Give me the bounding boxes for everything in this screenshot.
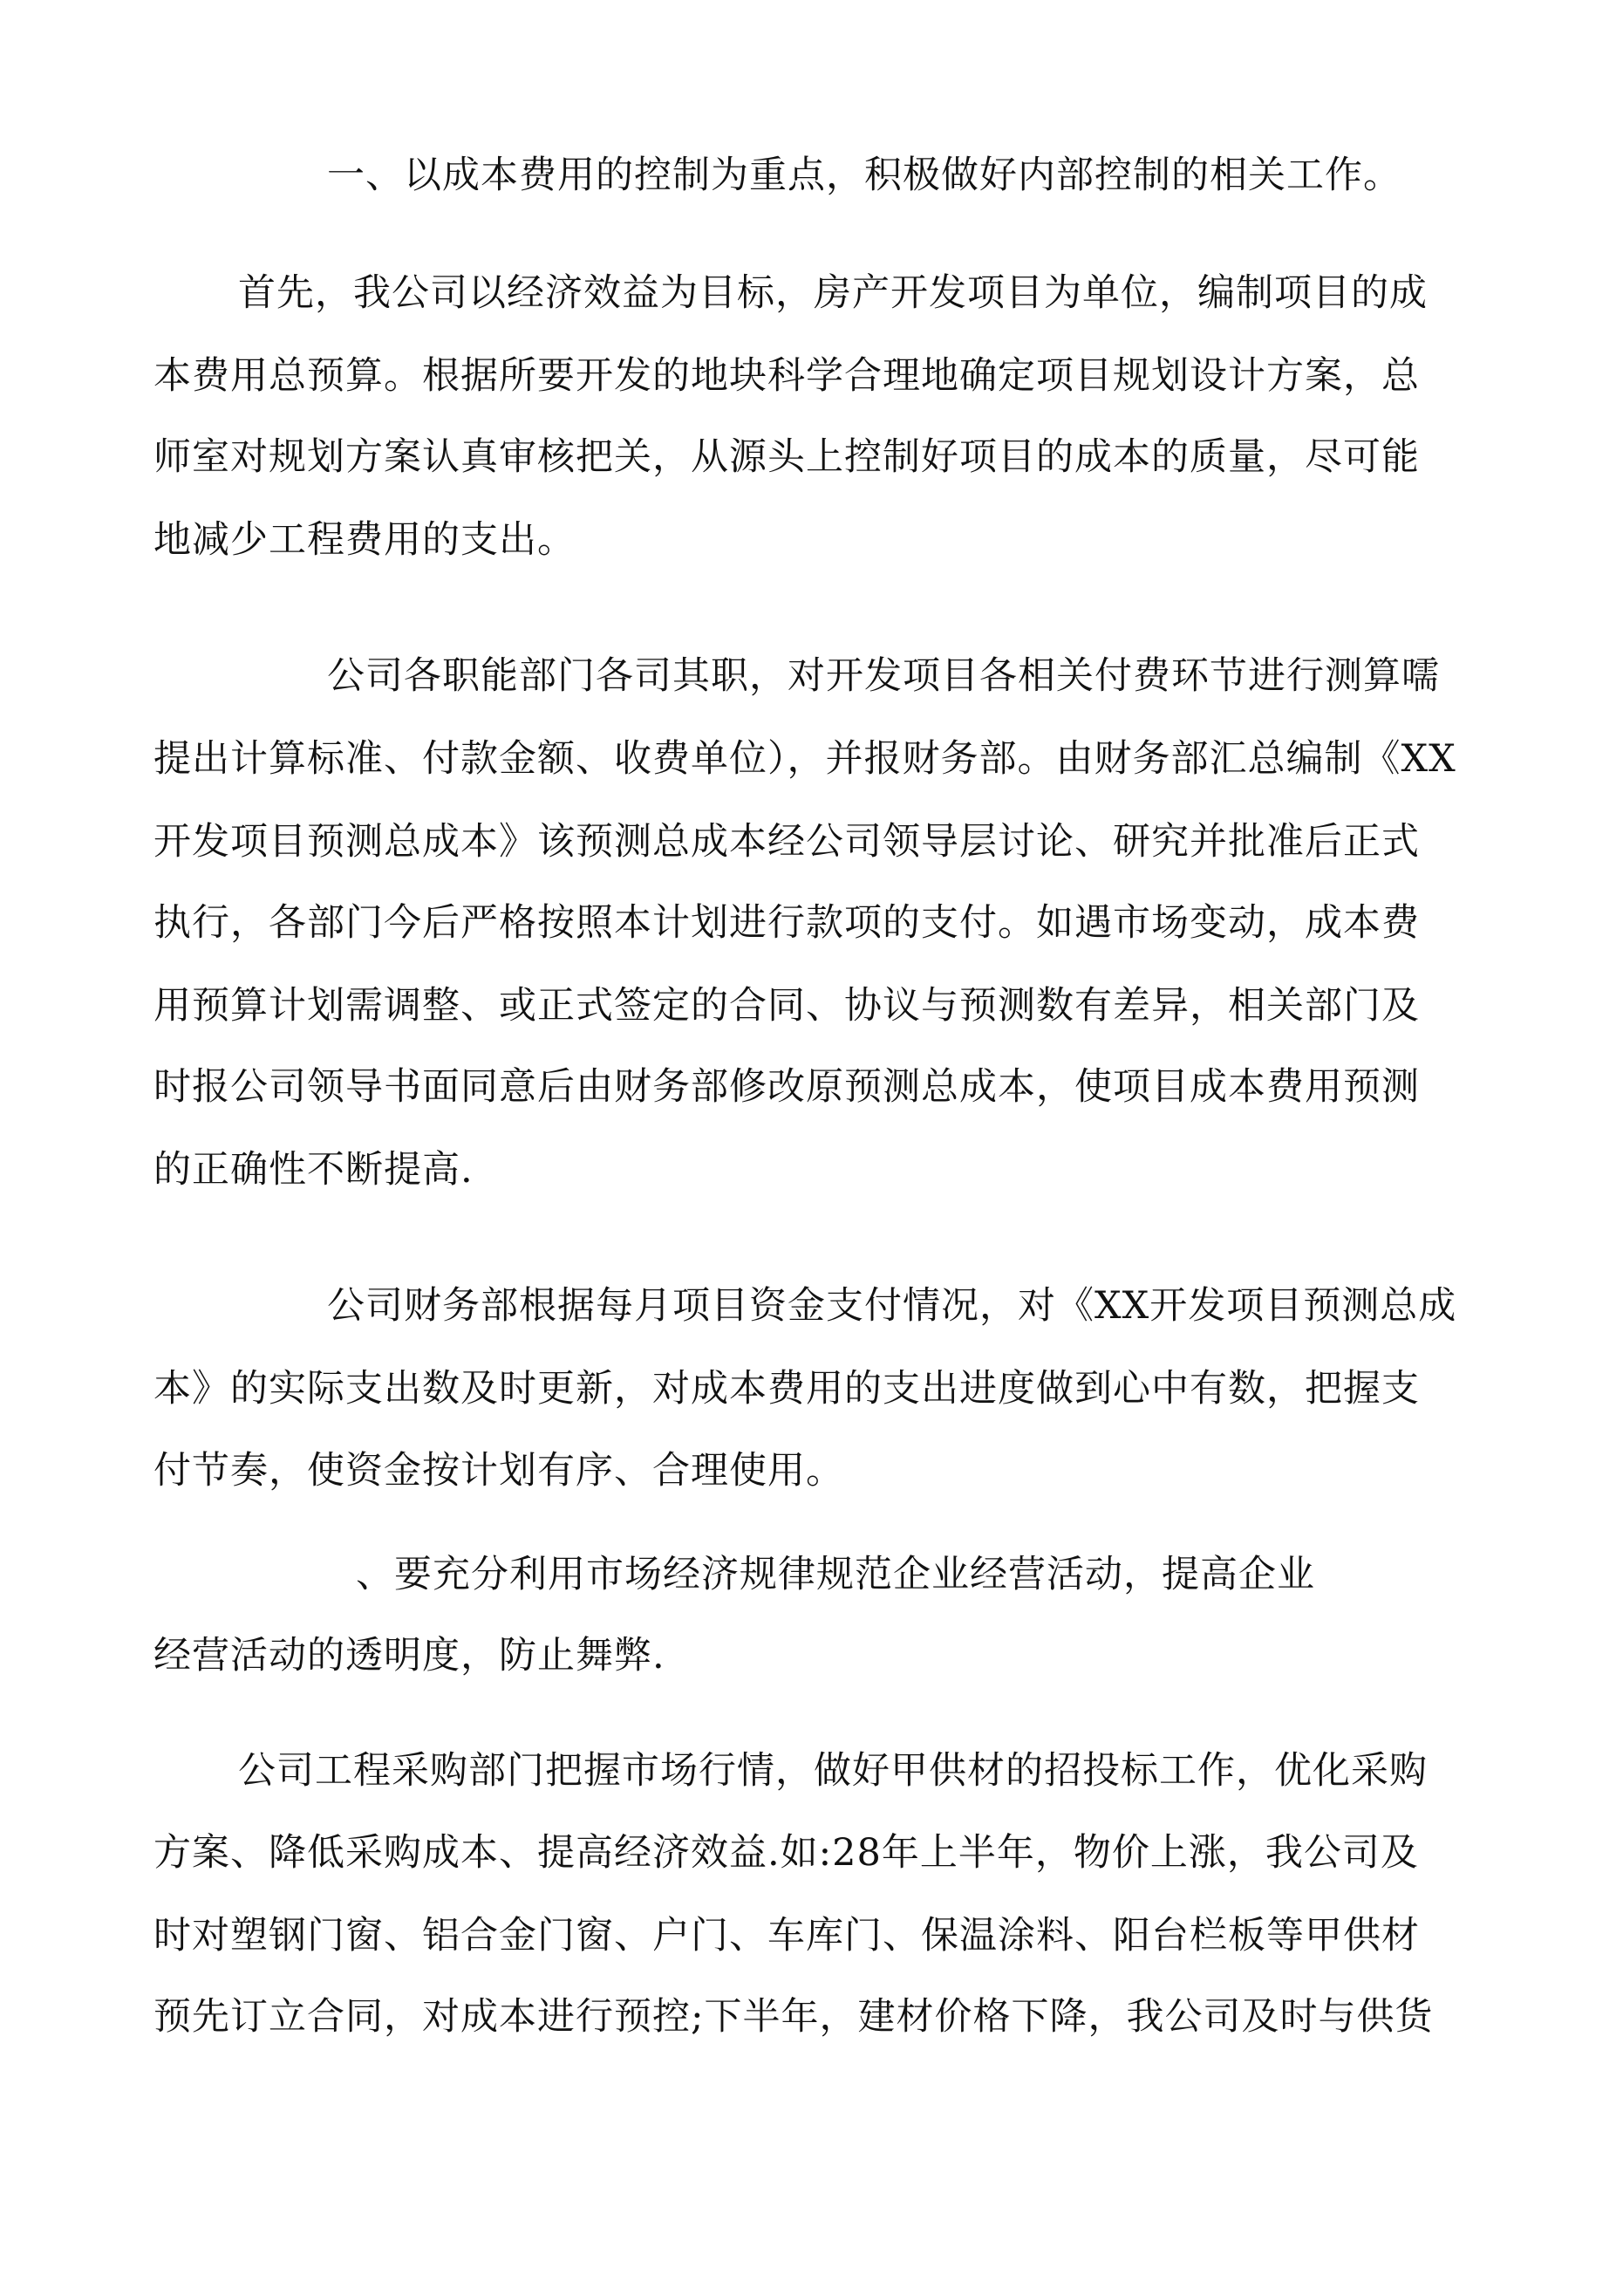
paragraph-1-line-4: 地减少工程费用的支出。 [153,518,576,562]
section-heading: 一、以成本费用的控制为重点，积极做好内部控制的相关工作。 [327,154,1401,197]
paragraph-2-line-5: 用预算计划需调整、或正式签定的合同、协议与预测数有差异，相关部门及 [153,984,1420,1028]
paragraph-5-line-4: 预先订立合同，对成本进行预控;下半年，建材价格下降，我公司及时与供货 [153,1995,1434,2039]
paragraph-2-line-4: 执行，各部门今后严格按照本计划进行款项的支付。如遇市场变动，成本费 [153,901,1420,945]
paragraph-1-line-3: 师室对规划方案认真审核把关，从源头上控制好项目的成本的质量，尽可能 [153,435,1420,479]
paragraph-2-line-2: 提出计算标准、付款金额、收费单位），并报财务部。由财务部汇总编制《XX [153,737,1456,781]
paragraph-4-line-1: 、要充分利用市场经济规律规范企业经营活动，提高企业 [356,1553,1315,1596]
paragraph-1-line-1: 首先，我公司以经济效益为目标，房产开发项目为单位，编制项目的成 [238,271,1428,315]
paragraph-4-line-2: 经营活动的透明度，防止舞弊. [153,1634,665,1678]
paragraph-1-line-2: 本费用总预算。根据所要开发的地块科学合理地确定项目规划设计方案，总 [153,354,1420,398]
paragraph-5-line-1: 公司工程采购部门把握市场行情，做好甲供材的招投标工作，优化采购 [238,1749,1428,1793]
paragraph-2-line-6: 时报公司领导书面同意后由财务部修改原预测总成本，使项目成本费用预测 [153,1065,1420,1109]
paragraph-2-line-7: 的正确性不断提高. [153,1148,474,1192]
paragraph-3-line-1: 公司财务部根据每月项目资金支付情况，对《XX开发项目预测总成 [327,1284,1457,1328]
paragraph-3-line-3: 付节奏，使资金按计划有序、合理使用。 [153,1449,844,1493]
paragraph-2-line-3: 开发项目预测总成本》该预测总成本经公司领导层讨论、研究并批准后正式 [153,820,1420,864]
paragraph-5-line-2: 方案、降低采购成本、提高经济效益.如:28年上半年，物价上涨，我公司及 [153,1831,1419,1875]
paragraph-5-line-3: 时对塑钢门窗、铝合金门窗、户门、车库门、保温涂料、阳台栏板等甲供材 [153,1914,1420,1958]
paragraph-2-line-1: 公司各职能部门各司其职，对开发项目各相关付费环节进行测算嚅 [327,654,1440,698]
paragraph-3-line-2: 本》的实际支出数及时更新，对成本费用的支出进度做到心中有数，把握支 [153,1367,1420,1411]
